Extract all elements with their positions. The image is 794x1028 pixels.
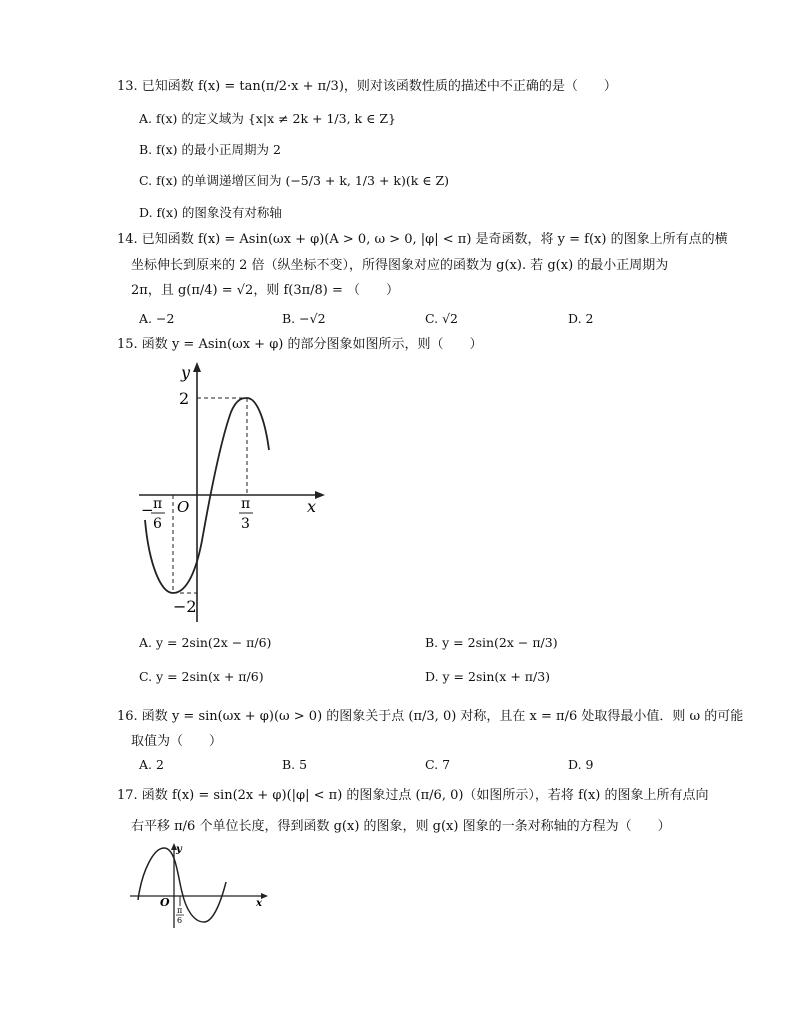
q13-option-a: A. f(x) 的定义域为 {x|x ≠ 2k + 1/3, k ∈ Z}	[139, 111, 396, 126]
q15-y-arrow	[193, 362, 201, 372]
q14-option-b: B. −√2	[282, 311, 326, 326]
q15-origin-label: O	[177, 498, 190, 516]
q16-line2: 取值为（ ）	[131, 734, 223, 749]
q15-xright-num: π	[241, 496, 251, 512]
q14-option-c: C. √2	[425, 311, 458, 326]
q15-xright-den: 3	[241, 516, 250, 532]
q14-line2: 坐标伸长到原来的 2 倍（纵坐标不变），所得图象对应的函数为 g(x). 若 g(x) 的最小正周期为	[131, 258, 669, 273]
q15-xleft-sign: −	[141, 501, 154, 519]
q15-ymax-label: 2	[179, 389, 190, 408]
q17-x-label: x	[256, 898, 262, 909]
q17-y-label: y	[176, 844, 182, 855]
q14-line1: 14. 已知函数 f(x) = Asin(ωx + φ)(A > 0, ω > 0, |φ| < π) 是奇函数，将 y = f(x) 的图象上所有点的横	[117, 232, 728, 247]
q16-line1: 16. 函数 y = sin(ωx + φ)(ω > 0) 的图象关于点 (π/3, 0) 对称，且在 x = π/6 处取得最小值．则 ω 的可能	[117, 709, 744, 724]
q15-option-c: C. y = 2sin(x + π/6)	[139, 669, 264, 684]
q15-stem: 15. 函数 y = Asin(ωx + φ) 的部分图象如图所示，则（ ）	[117, 337, 483, 352]
q16-option-a: A. 2	[139, 757, 164, 772]
q15-x-label: x	[307, 497, 317, 516]
q15-option-d: D. y = 2sin(x + π/3)	[425, 669, 551, 684]
q14-option-d: D. 2	[568, 311, 594, 326]
q17-line2: 右平移 π/6 个单位长度，得到函数 g(x) 的图象，则 g(x) 图象的一条对称轴的方程为（ ）	[131, 819, 671, 834]
q15-y-label: y	[181, 363, 191, 382]
q15-option-b: B. y = 2sin(2x − π/3)	[425, 635, 558, 650]
q15-xleft-num: π	[153, 496, 163, 512]
q17-line1: 17. 函数 f(x) = sin(2x + φ)(|φ| < π) 的图象过点 (π/6, 0)（如图所示），若将 f(x) 的图象上所有点向	[117, 788, 709, 803]
q13-option-c: C. f(x) 的单调递增区间为 (−5/3 + k, 1/3 + k)(k ∈ Z)	[139, 173, 450, 188]
q16-option-c: C. 7	[425, 757, 451, 772]
q17-tick-den: 6	[177, 916, 183, 925]
q16-option-b: B. 5	[282, 757, 308, 772]
q15-x-arrow	[315, 491, 325, 499]
q14-line3: 2π，且 g(π/4) = √2，则 f(3π/8) = （ ）	[131, 283, 400, 298]
q17-origin-label: O	[160, 896, 170, 909]
q13-option-d: D. f(x) 的图象没有对称轴	[139, 205, 282, 220]
q15-ymin-label: −2	[173, 597, 197, 616]
q17-tick-num: π	[177, 906, 183, 915]
q13-option-b: B. f(x) 的最小正周期为 2	[139, 142, 281, 157]
q15-sine-graph	[135, 360, 335, 625]
q15-option-a: A. y = 2sin(2x − π/6)	[139, 635, 272, 650]
q17-sine-graph	[128, 840, 273, 930]
q13-stem: 13. 已知函数 f(x) = tan(π/2·x + π/3)，则对该函数性质的描述中不正确的是（ ）	[117, 79, 617, 94]
q16-option-d: D. 9	[568, 757, 594, 772]
q14-option-a: A. −2	[139, 311, 175, 326]
q15-xleft-den: 6	[153, 516, 162, 532]
